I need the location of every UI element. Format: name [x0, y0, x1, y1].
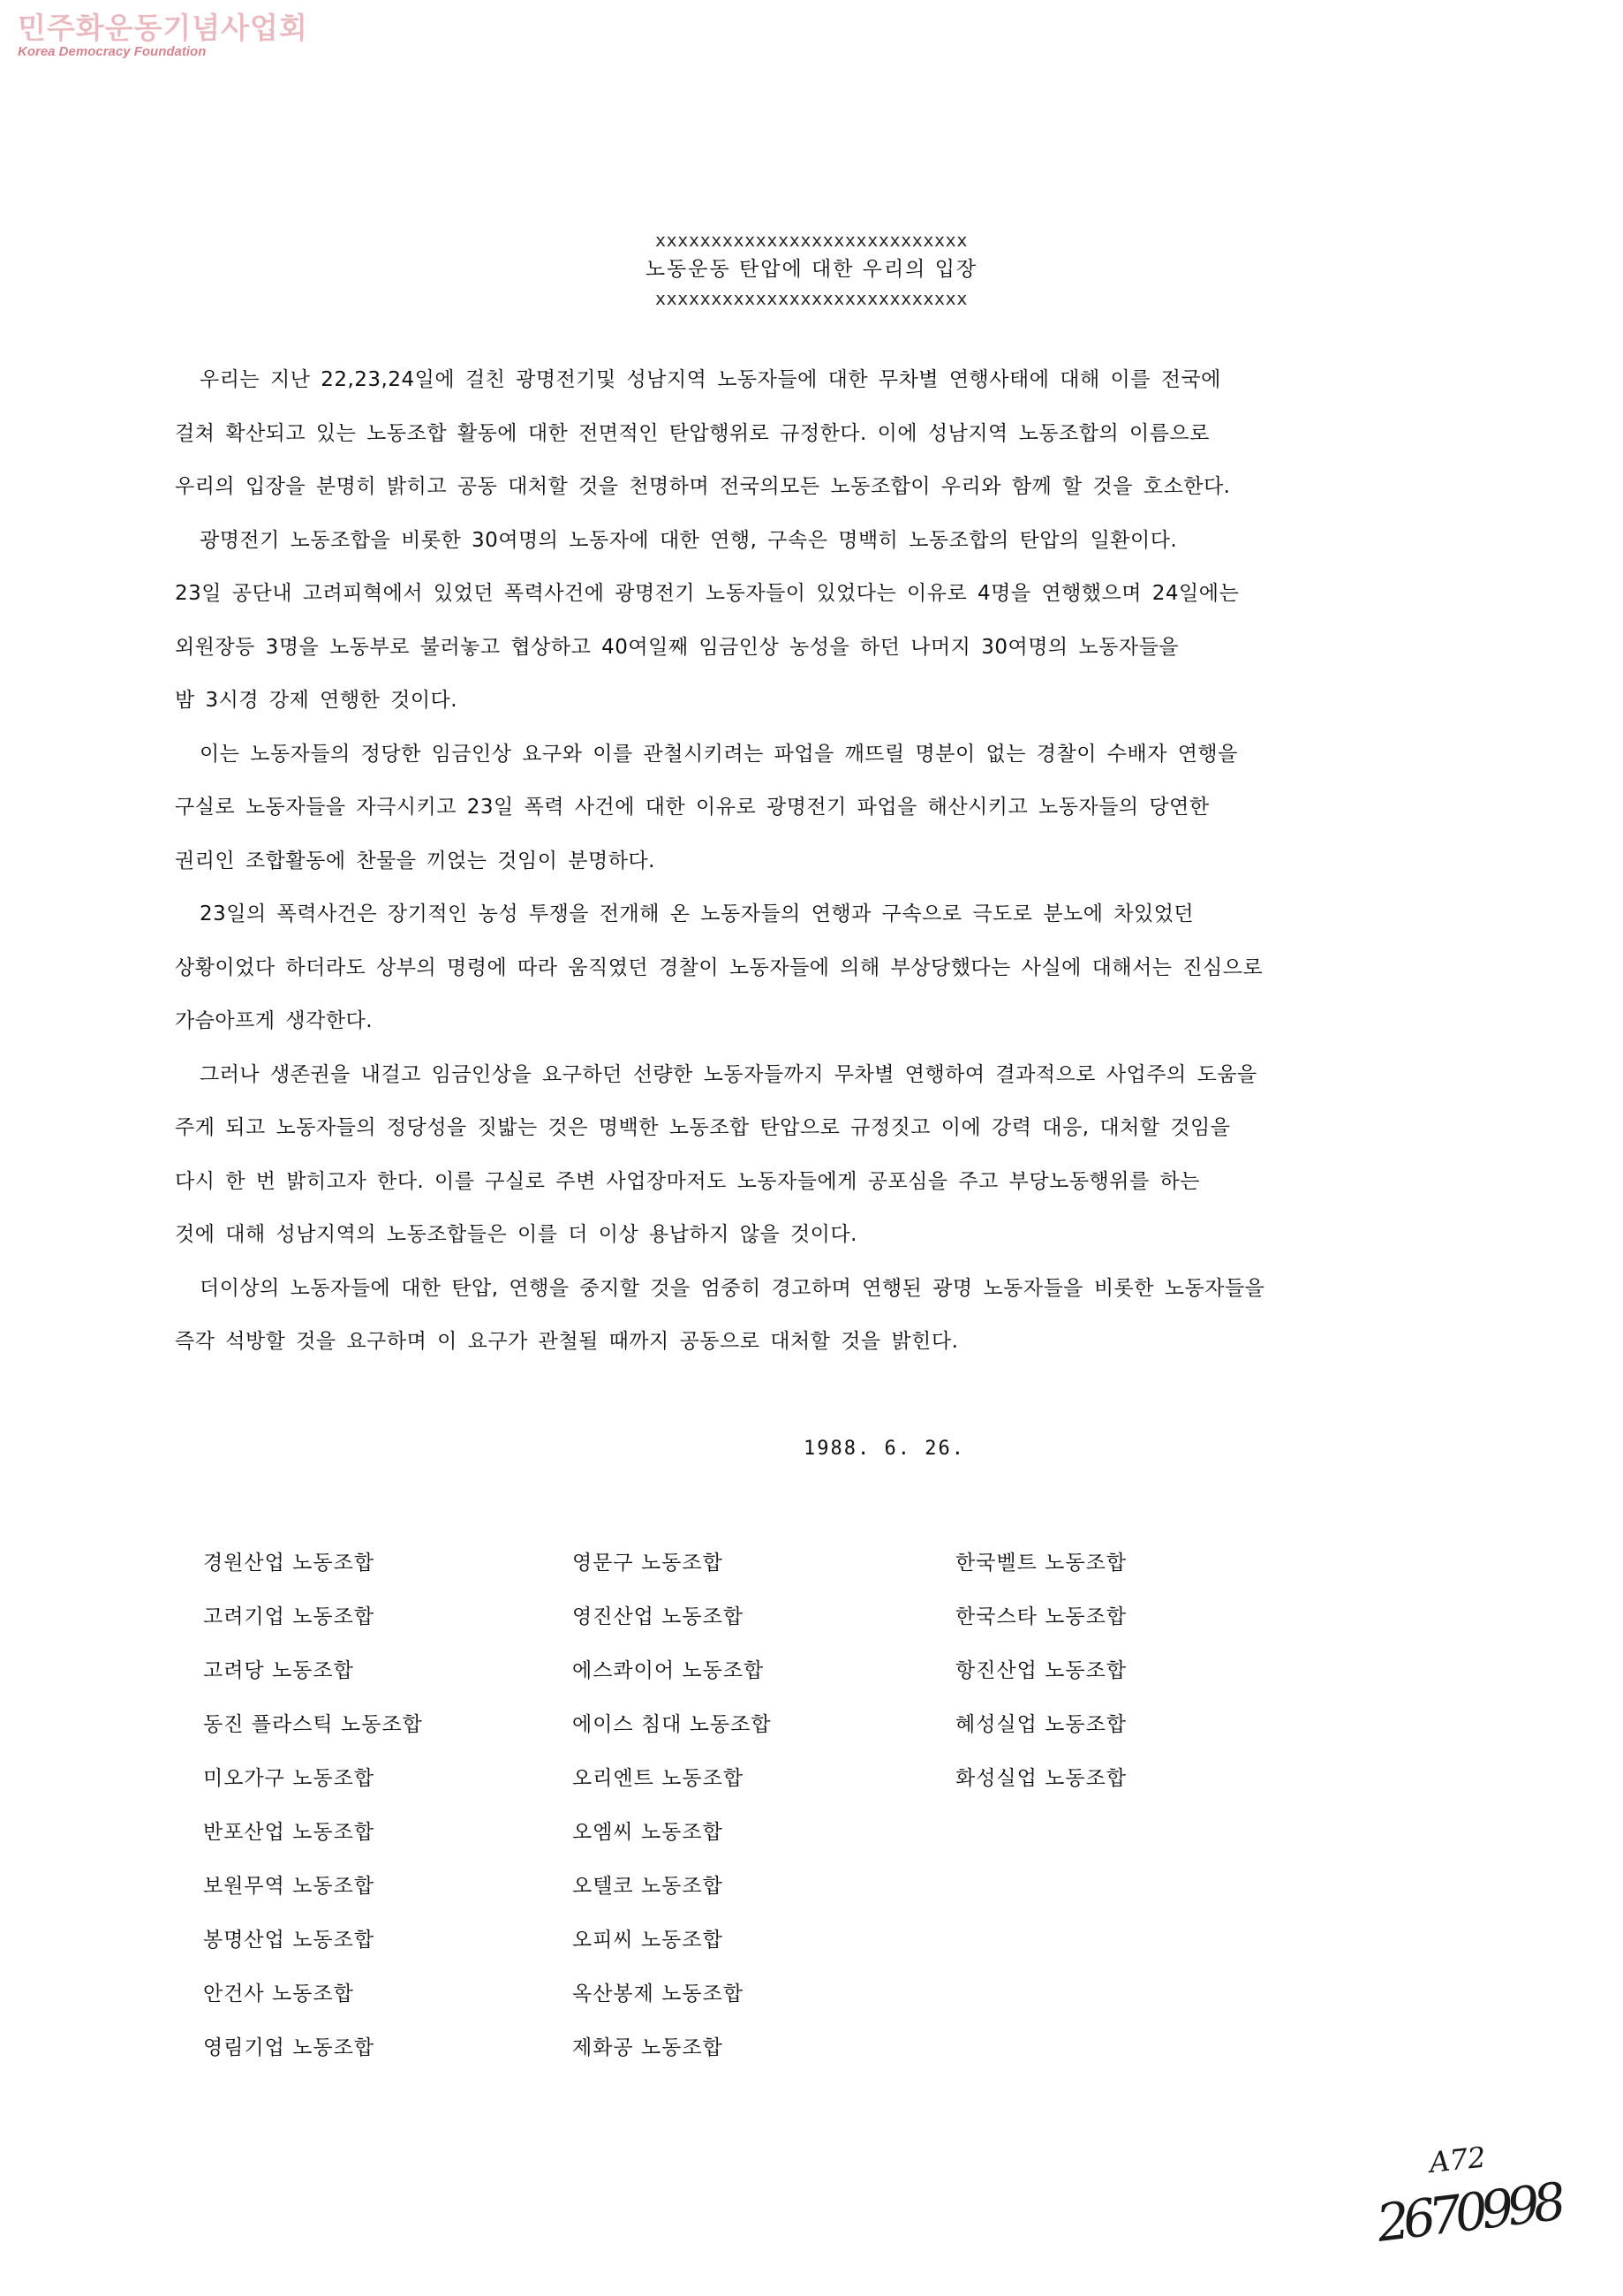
- archive-number-small: A72: [1427, 2140, 1488, 2179]
- paragraph: [175, 887, 1420, 1048]
- paragraph: [175, 728, 1420, 888]
- union-name: 동진 플라스틱 노동조합: [203, 1713, 423, 1736]
- paragraph-line: 외원장등 3명을 노동부로 불러놓고 협상하고 40여일째 임금인상 농성을 하던 나머지 30여명의 노동자들을: [175, 635, 1180, 659]
- paragraph-line: 우리는 지난 22,23,24일에 걸친 광명전기및 성남지역 노동자들에 대한 무차별 연행사태에 대해 이를 전국에: [200, 368, 1221, 391]
- paragraph-line: 구실로 노동자들을 자극시키고 23일 폭력 사건에 대한 이유로 광명전기 파업을 해산시키고 노동자들의 당연한: [175, 796, 1210, 819]
- union-name: 보원무역 노동조합: [203, 1875, 375, 1898]
- paragraph-line: 주게 되고 노동자들의 정당성을 짓밟는 것은 명백한 노동조합 탄압으로 규정짓고 이에 강력 대응, 대처할 것임을: [175, 1116, 1231, 1139]
- title-rule-top: xxxxxxxxxxxxxxxxxxxxxxxxxxxx: [655, 230, 968, 251]
- union-name: 제화공 노동조합: [572, 2036, 723, 2059]
- union-name: 옥산봉제 노동조합: [572, 1983, 744, 2005]
- union-name: 오리엔트 노동조합: [572, 1767, 744, 1790]
- union-name: 오피씨 노동조합: [572, 1929, 723, 1952]
- paragraph: [175, 1048, 1420, 1262]
- union-name: 혜성실업 노동조합: [955, 1713, 1128, 1736]
- union-name: 한국벨트 노동조합: [955, 1552, 1128, 1575]
- union-name: 영문구 노동조합: [572, 1552, 723, 1575]
- union-name: 에이스 침대 노동조합: [572, 1713, 772, 1736]
- union-name: 영림기업 노동조합: [203, 2036, 375, 2059]
- union-list-column-1: [203, 1537, 423, 2075]
- union-name: 화성실업 노동조합: [955, 1767, 1128, 1790]
- statement-body: [175, 353, 1420, 1369]
- paragraph-line: 권리인 조합활동에 찬물을 끼얹는 것임이 분명하다.: [175, 849, 655, 872]
- document-title-block: [0, 228, 1623, 311]
- paragraph-line: 광명전기 노동조합을 비롯한 30여명의 노동자에 대한 연행, 구속은 명백히 노동조합의 탄압의 일환이다.: [200, 528, 1178, 552]
- union-name: 영진산업 노동조합: [572, 1605, 744, 1628]
- union-name: 한국스타 노동조합: [955, 1605, 1128, 1628]
- union-name: 안건사 노동조합: [203, 1983, 354, 2005]
- paragraph: [175, 514, 1420, 728]
- paragraph-line: 23일의 폭력사건은 장기적인 농성 투쟁을 전개해 온 노동자들의 연행과 구속으로 극도로 분노에 차있었던: [200, 903, 1195, 925]
- paragraph: [175, 353, 1420, 514]
- union-name: 에스콰이어 노동조합: [572, 1659, 765, 1682]
- union-name: 고려당 노동조합: [203, 1659, 354, 1682]
- union-list-column-3: [955, 1537, 1127, 1806]
- title-rule-bottom: xxxxxxxxxxxxxxxxxxxxxxxxxxxx: [655, 288, 968, 309]
- paragraph: [175, 1262, 1420, 1369]
- paragraph-line: 이는 노동자들의 정당한 임금인상 요구와 이를 관철시키려는 파업을 깨뜨릴 명분이 없는 경찰이 수배자 연행을: [200, 742, 1238, 766]
- watermark-korean: 민주화운동기념사업회: [18, 11, 308, 45]
- union-name: 오텔코 노동조합: [572, 1875, 723, 1898]
- union-name: 항진산업 노동조합: [955, 1659, 1128, 1682]
- paragraph-line: 다시 한 번 밝히고자 한다. 이를 구실로 주변 사업장마저도 노동자들에게 공포심을 주고 부당노동행위를 하는: [175, 1169, 1200, 1193]
- handwritten-archive-number: [1369, 2137, 1581, 2270]
- document-title: 노동운동 탄압에 대한 우리의 입장: [645, 258, 978, 281]
- paragraph-line: 그러나 생존권을 내걸고 임금인상을 요구하던 선량한 노동자들까지 무차별 연행하여 결과적으로 사업주의 도움을: [200, 1062, 1257, 1086]
- union-list-column-2: [572, 1537, 772, 2075]
- union-name: 반포산업 노동조합: [203, 1821, 375, 1844]
- union-name: 미오가구 노동조합: [203, 1767, 375, 1790]
- paragraph-line: 가슴아프게 생각한다.: [175, 1009, 374, 1032]
- union-name: 고려기업 노동조합: [203, 1605, 375, 1628]
- archive-number-large: 2670998: [1373, 2171, 1570, 2254]
- statement-date: 1988. 6. 26.: [804, 1438, 965, 1460]
- paragraph-line: 23일 공단내 고려피혁에서 있었던 폭력사건에 광명전기 노동자들이 있었다는 이유로 4명을 연행했으며 24일에는: [175, 582, 1240, 605]
- union-name: 경원산업 노동조합: [203, 1552, 375, 1575]
- union-name: 봉명산업 노동조합: [203, 1929, 375, 1952]
- watermark: [18, 11, 308, 60]
- paragraph-line: 걸쳐 확산되고 있는 노동조합 활동에 대한 전면적인 탄압행위로 규정한다. 이에 성남지역 노동조합의 이름으로: [175, 421, 1210, 445]
- paragraph-line: 우리의 입장을 분명히 밝히고 공동 대처할 것을 천명하며 전국의모든 노동조합이 우리와 함께 할 것을 호소한다.: [175, 475, 1231, 498]
- paragraph-line: 밤 3시경 강제 연행한 것이다.: [175, 689, 458, 712]
- paragraph-line: 즉각 석방할 것을 요구하며 이 요구가 관철될 때까지 공동으로 대처할 것을 밝힌다.: [175, 1330, 959, 1353]
- paragraph-line: 더이상의 노동자들에 대한 탄압, 연행을 중지할 것을 엄중히 경고하며 연행된 광명 노동자들을 비롯한 노동자들을: [200, 1276, 1265, 1300]
- watermark-english: Korea Democracy Foundation: [18, 44, 207, 59]
- union-name: 오엠씨 노동조합: [572, 1821, 723, 1844]
- paragraph-line: 것에 대해 성남지역의 노동조합들은 이를 더 이상 용납하지 않을 것이다.: [175, 1223, 857, 1246]
- paragraph-line: 상황이었다 하더라도 상부의 명령에 따라 움직였던 경찰이 노동자들에 의해 부상당했다는 사실에 대해서는 진심으로: [175, 955, 1264, 979]
